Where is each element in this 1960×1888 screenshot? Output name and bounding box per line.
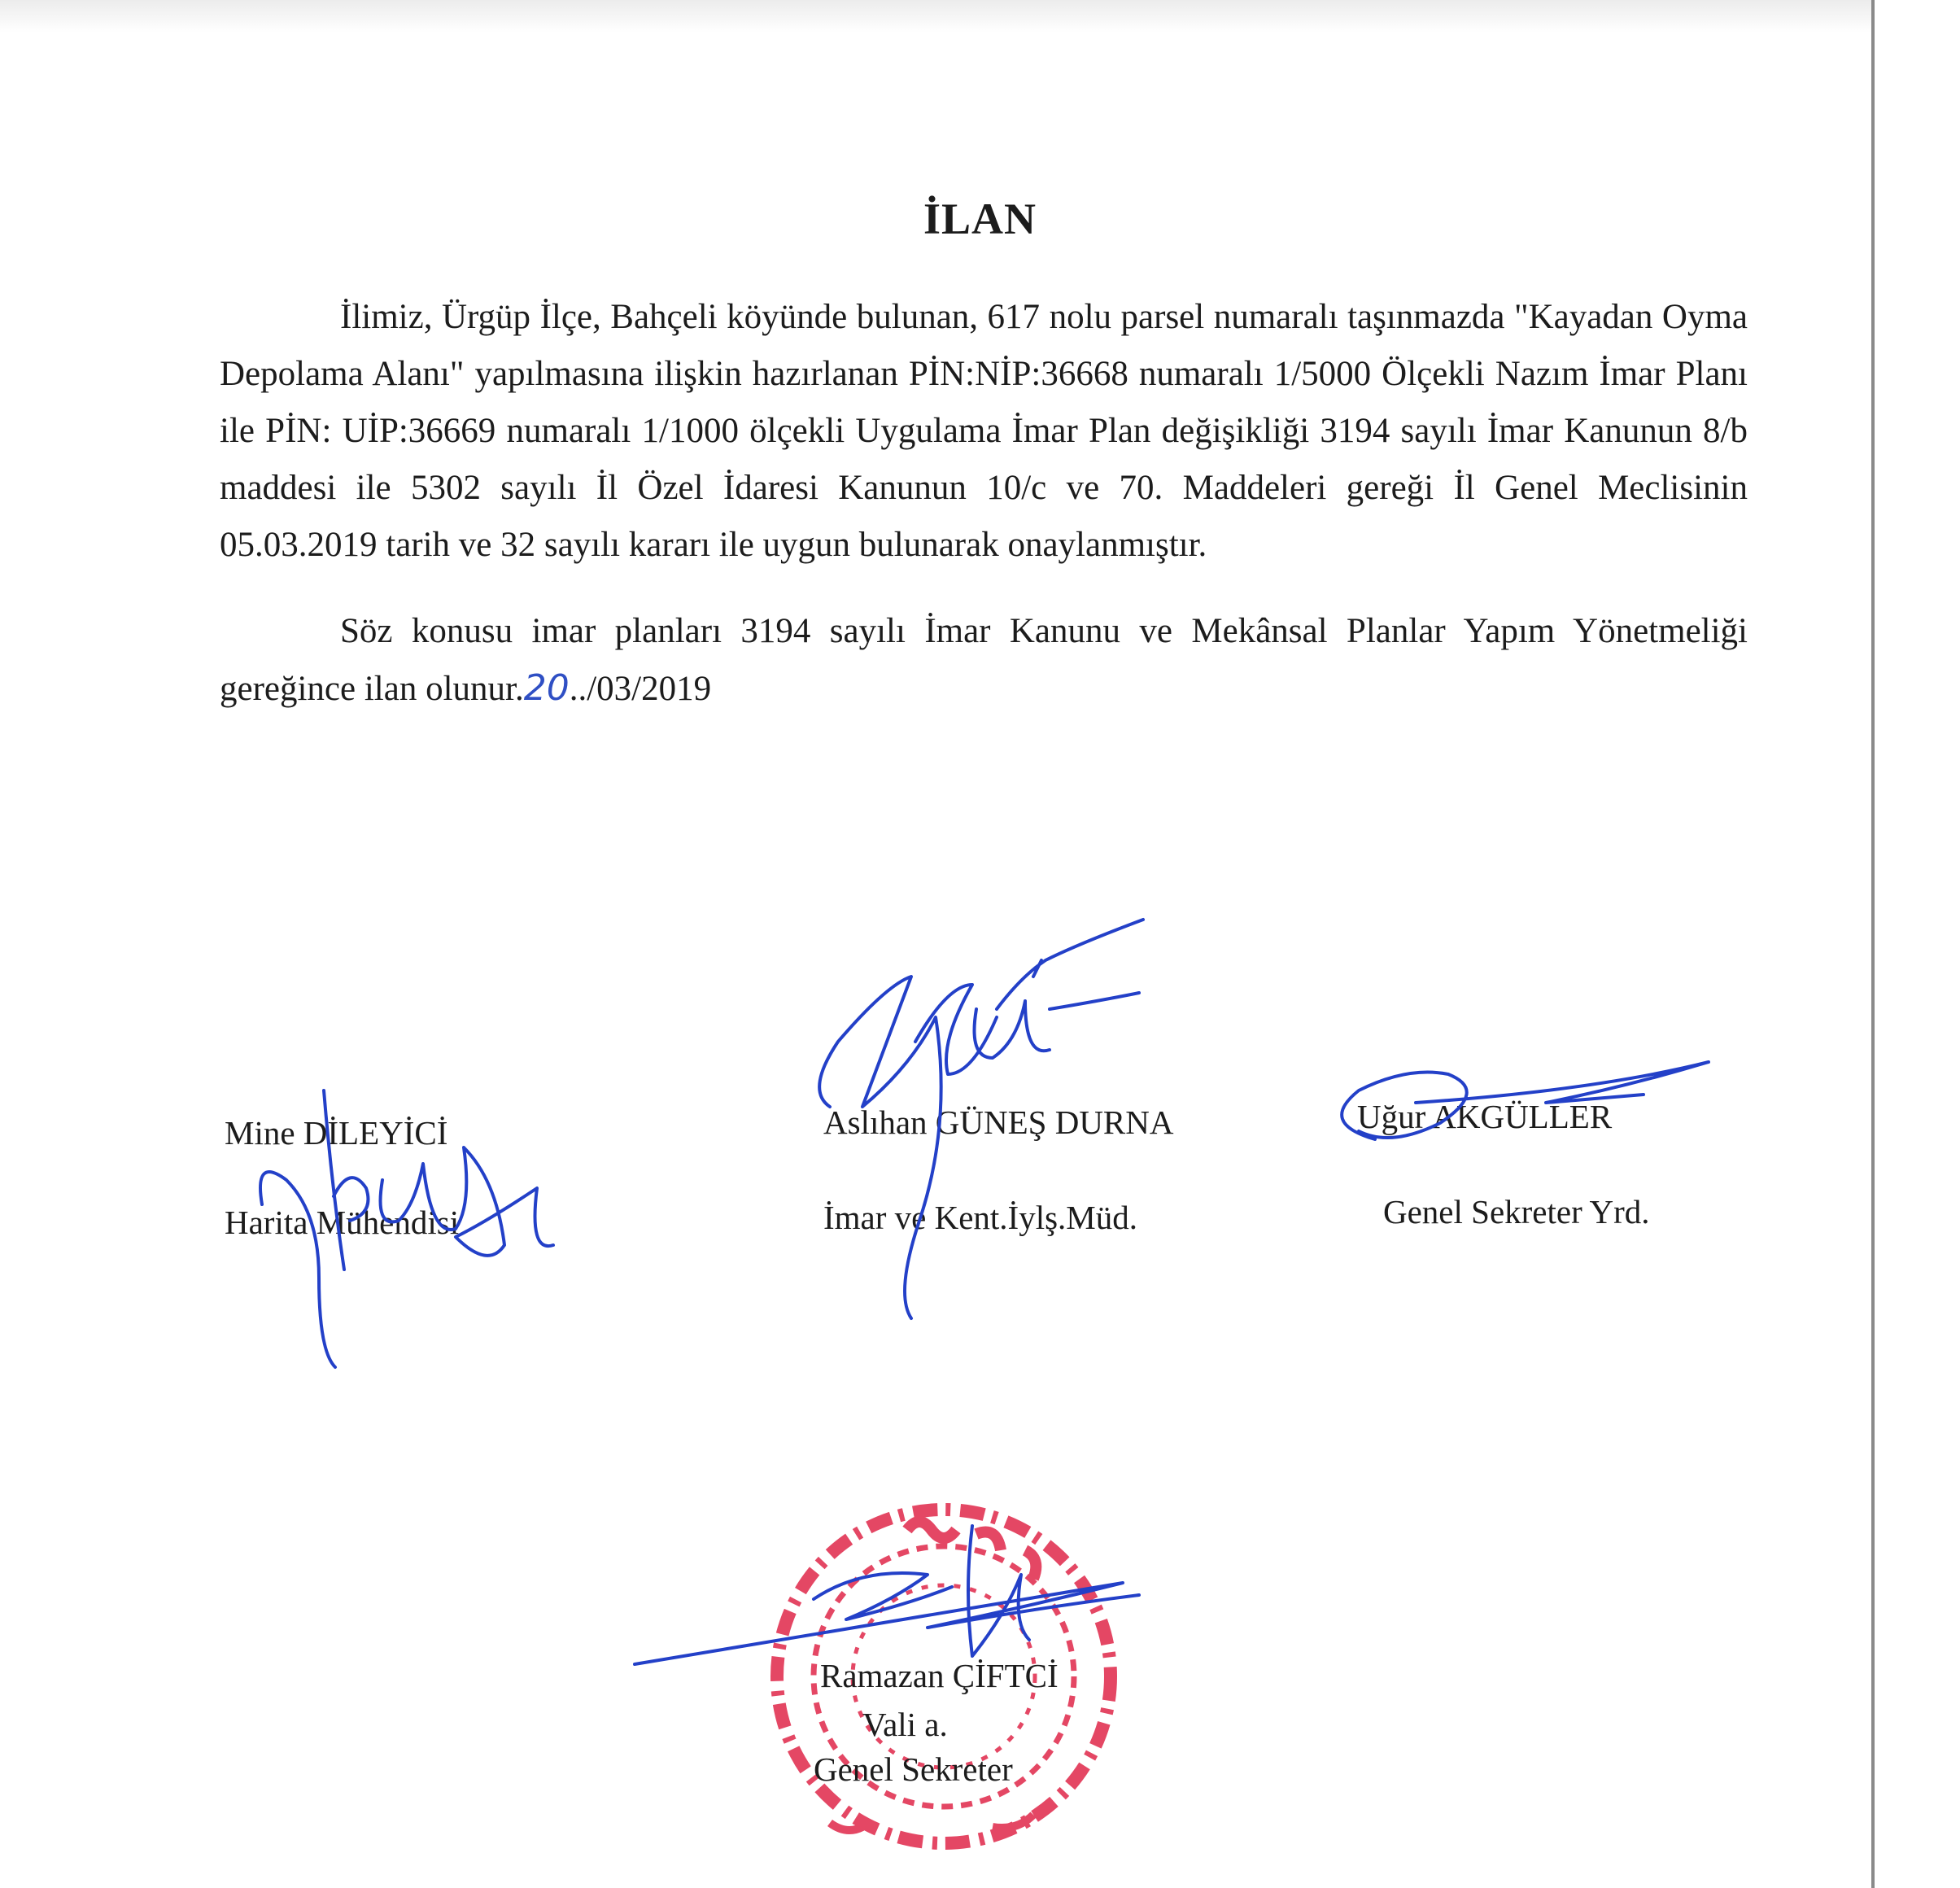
signatory-1-name: Mine DİLEYİCİ: [225, 1114, 448, 1152]
signatory-3-name: Uğur AKGÜLLER: [1357, 1098, 1613, 1135]
signature-main: [635, 1526, 1139, 1664]
signatory-3-title: Genel Sekreter Yrd.: [1383, 1193, 1650, 1230]
signatory-1-title: Harita Mühendisi: [225, 1204, 460, 1241]
handwritten-date-day: 20: [523, 667, 570, 709]
date-rest: ../03/2019: [569, 670, 712, 708]
signatory-2-title: İmar ve Kent.İylş.Müd.: [823, 1199, 1137, 1236]
main-signatory-line2: Vali a.: [862, 1706, 948, 1743]
paragraph-2: [220, 603, 1748, 718]
main-signatory-name: Ramazan ÇİFTCİ: [820, 1657, 1059, 1694]
scan-shadow: [0, 0, 1871, 33]
signatory-2-name: Aslıhan GÜNEŞ DURNA: [823, 1104, 1174, 1141]
document-body: [220, 289, 1748, 718]
page-edge: [1871, 0, 1875, 1888]
main-signatory-title: Genel Sekreter: [814, 1750, 1013, 1788]
document-title: İLAN: [923, 194, 1037, 243]
paragraph-1: İlimiz, Ürgüp İlçe, Bahçeli köyünde bulunan, 617 nolu parsel numaralı taşınmazda "Kayadan Oyma Depolama Alanı" yapılmasına ilişkin hazırlanan PİN:NİP:36668 numaralı 1/5000 Ölçekli Nazım İmar Planı ile PİN: UİP:36669 numaralı 1/1000 ölçekli Uygulama İmar Plan değişikliği 3194 sayılı İmar Kanunun 8/b maddesi ile 5302 sayılı İl Özel İdaresi Kanunun 10/c ve 70. Maddeleri gereği İl Genel Meclisinin 05.03.2019 tarih ve 32 sayılı kararı ile uygun bulunarak onaylanmıştır.: [220, 298, 1748, 564]
paragraph-2-text: Söz konusu imar planları 3194 sayılı İmar Kanunu ve Mekânsal Planlar Yapım Yönetmeliği gereğince ilan olunur.: [220, 612, 1748, 708]
